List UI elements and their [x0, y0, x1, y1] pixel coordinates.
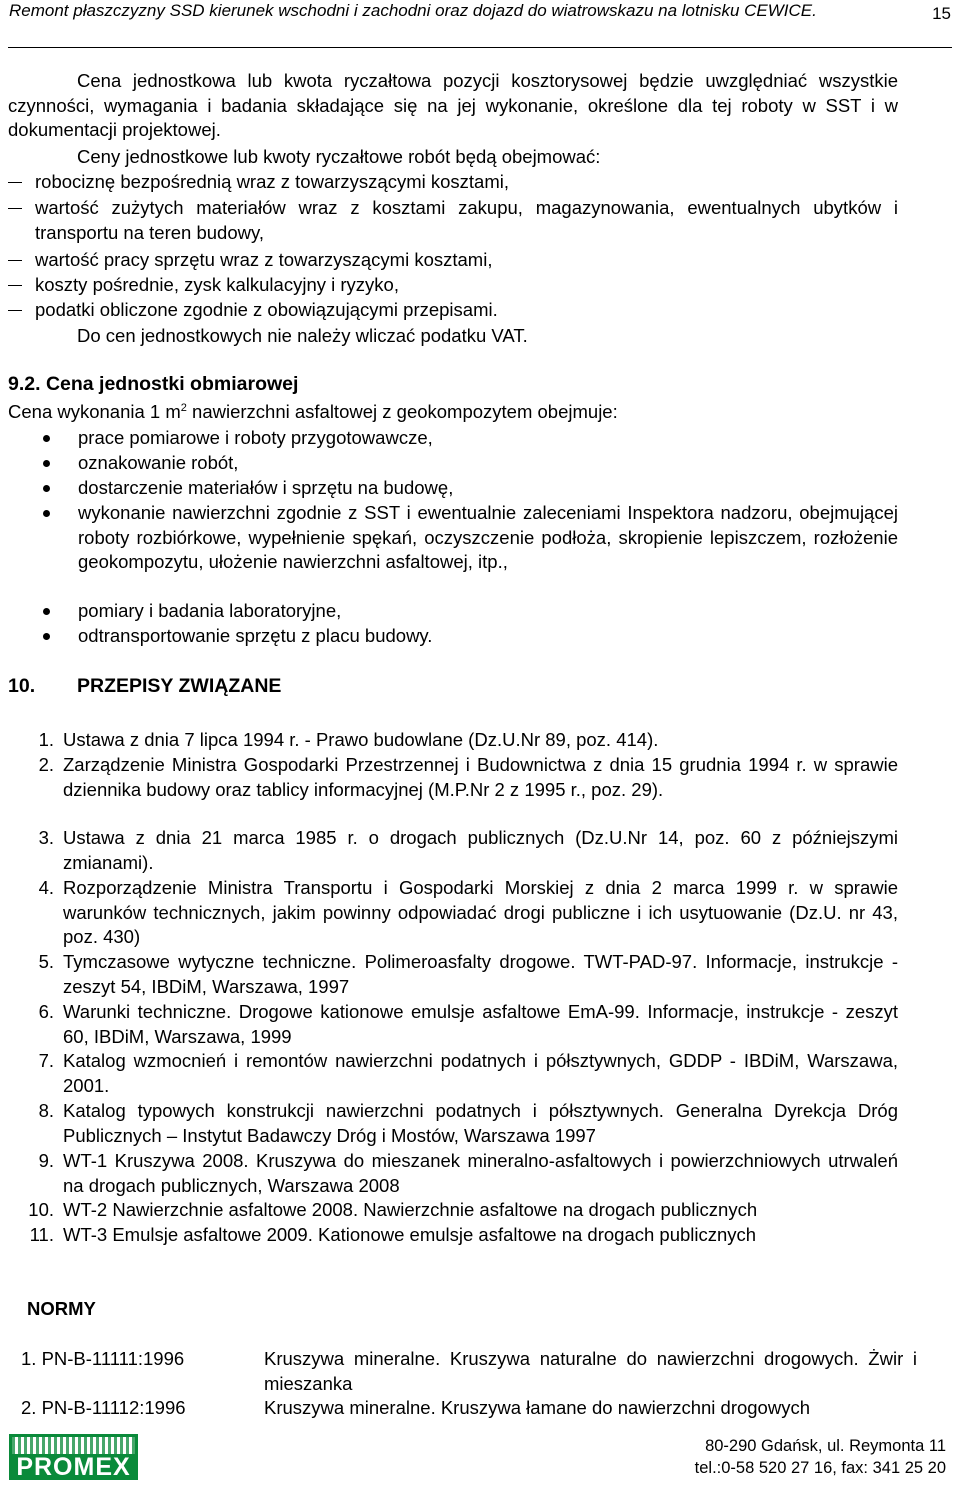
scope-list-item: oznakowanie robót,: [8, 451, 898, 476]
standard-item: 1. PN-B-11111:1996 Kruszywa mineralne. Kruszywa naturalne do nawierzchni drogowych. Żwir i mieszanka: [21, 1348, 917, 1394]
bullet-icon: [43, 633, 50, 640]
company-address: 80-290 Gdańsk, ul. Reymonta 11: [705, 1437, 946, 1455]
regulation-item: 1. Ustawa z dnia 7 lipca 1994 r. - Prawo budowlane (Dz.U.Nr 89, poz. 414).: [38, 729, 659, 750]
bullet-icon: [43, 460, 50, 467]
running-header-title: Remont płaszczyzny SSD kierunek wschodni i zachodni oraz dojazd do wiatrowskazu na lotnisku CEWICE.: [9, 1, 817, 20]
company-phone-fax: tel.:0-58 520 27 16, fax: 341 25 20: [694, 1459, 946, 1477]
regulation-item: 5. Tymczasowe wytyczne techniczne. Polimeroasfalty drogowe. TWT-PAD-97. Informacje, instrukcje - zeszyt 54, IBDiM, Warszawa, 1997: [38, 951, 898, 997]
regulation-item: 7. Katalog wzmocnień i remontów nawierzchni podatnych i półsztywnych, GDDP - IBDiM, Warszawa, 2001.: [38, 1050, 898, 1096]
regulation-item: 10. WT-2 Nawierzchnie asfaltowe 2008. Nawierzchnie asfaltowe na drogach publicznych: [28, 1199, 758, 1220]
cost-list-item: podatki obliczone zgodnie z obowiązującymi przepisami.: [8, 298, 898, 323]
regulation-item: 8. Katalog typowych konstrukcji nawierzchni podatnych i półsztywnych. Generalna Dyrekcja Dróg Publicznych – Instytut Badawczy Dróg i Mostów, Warszawa 1997: [38, 1100, 898, 1146]
bullet-icon: [43, 435, 50, 442]
header-rule: [8, 47, 952, 48]
regulation-item: 11. WT-3 Emulsje asfaltowe 2009. Kationowe emulsje asfaltowe na drogach publicznych: [29, 1224, 757, 1245]
regulation-item: 2. Zarządzenie Ministra Gospodarki Przestrzennej i Budownictwa z dnia 15 grudnia 1994 r. w sprawie dziennika budowy oraz tablicy informacyjnej (M.P.Nr 2 z 1995 r., poz. 29).: [38, 754, 898, 800]
dash-marker: [8, 260, 22, 261]
bullet-icon: [43, 485, 50, 492]
cost-list-item: robociznę bezpośrednią wraz z towarzyszącymi kosztami,: [8, 170, 898, 195]
dash-marker: [8, 208, 22, 209]
promex-logo: [9, 1434, 138, 1480]
dash-marker: [8, 285, 22, 286]
intro-paragraph: Cena jednostkowa lub kwota ryczałtowa pozycji kosztorysowej będzie uwzględniać wszystkie czynności, wymagania i badania składające się na jej wykonanie, określone dla tej roboty w SST i w dokumentacji projektowej.: [8, 70, 898, 140]
cost-lead-text: Ceny jednostkowe lub kwoty ryczałtowe robót będą obejmować:: [77, 146, 601, 167]
scope-list-item: odtransportowanie sprzętu z placu budowy.: [8, 624, 898, 649]
cost-list-item: wartość zużytych materiałów wraz z kosztami zakupu, magazynowania, ewentualnych ubytków i transportu na teren budowy,: [8, 196, 898, 245]
scope-list-item: pomiary i badania laboratoryjne,: [8, 599, 898, 624]
company-contact: [695, 1435, 946, 1479]
logo-pattern: [12, 1437, 135, 1454]
logo-wordmark: PROMEX: [16, 1453, 131, 1481]
vat-note: Do cen jednostkowych nie należy wliczać podatku VAT.: [77, 325, 528, 346]
dash-marker: [8, 310, 22, 311]
scope-list-item: dostarczenie materiałów i sprzętu na budowę,: [8, 476, 898, 501]
regulation-item: 3. Ustawa z dnia 21 marca 1985 r. o drogach publicznych (Dz.U.Nr 14, poz. 60 z późniejszymi zmianami).: [38, 827, 898, 873]
cost-list-item: wartość pracy sprzętu wraz z towarzyszącymi kosztami,: [8, 248, 898, 273]
regulation-item: 6. Warunki techniczne. Drogowe kationowe emulsje asfaltowe EmA-99. Informacje, instrukcje - zeszyt 60, IBDiM, Warszawa, 1999: [38, 1001, 898, 1047]
section-heading-9-2: 9.2. Cena jednostki obmiarowej: [8, 373, 299, 395]
scope-list-item: wykonanie nawierzchni zgodnie z SST i ewentualnie zaleceniami Inspektora nadzoru, obejmującej roboty rozbiórkowe, wypełnienie spękań, oczyszczenie podłoża, skropienie lepiszczem, rozłożenie geokompozytu, ułożenie nawierzchni asfaltowej, itp.,: [8, 501, 898, 575]
dash-marker: [8, 182, 22, 183]
unit-price-lead: Cena wykonania 1 $m^2$ nawierzchni asfaltowej z geokompozytem obejmuje:: [8, 401, 618, 422]
normy-heading: NORMY: [27, 1298, 96, 1319]
bullet-icon: [43, 608, 50, 615]
regulation-item: 9. WT-1 Kruszywa 2008. Kruszywa do mieszanek mineralno-asfaltowych i powierzchniowych utrwaleń na drogach publicznych, Warszawa 2008: [38, 1150, 898, 1196]
page-number: 15: [932, 4, 951, 23]
section-number-10: 10.: [8, 675, 36, 697]
bullet-icon: [43, 510, 50, 517]
regulation-item: 4. Rozporządzenie Ministra Transportu i Gospodarki Morskiej z dnia 2 marca 1999 r. w sprawie warunków technicznych, jakim powinny odpowiadać drogi publiczne i ich usytuowanie (Dz.U. nr 43, poz. 430): [38, 877, 898, 947]
scope-list-item: prace pomiarowe i roboty przygotowawcze,: [8, 426, 898, 451]
cost-list-item: koszty pośrednie, zysk kalkulacyjny i ryzyko,: [8, 273, 898, 298]
standard-item: 2. PN-B-11112:1996 Kruszywa mineralne. Kruszywa łamane do nawierzchni drogowych: [21, 1397, 810, 1418]
section-title-10: PRZEPISY ZWIĄZANE: [77, 675, 282, 697]
